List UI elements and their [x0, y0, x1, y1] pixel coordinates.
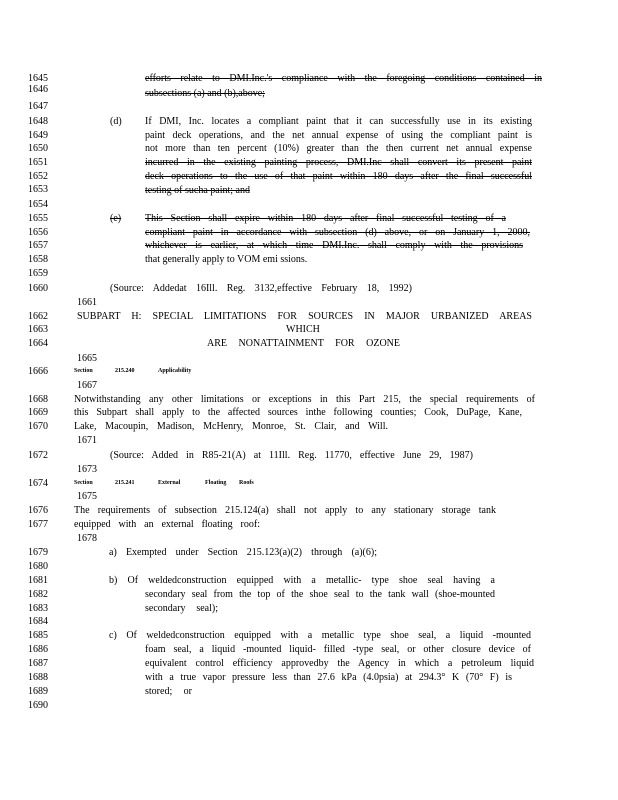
text-line: Notwithstanding any other limitations or exceptions in this Part 215, the special requirements of — [74, 394, 535, 405]
text-line: equivalent control efficiency approvedby the Agency in which a petroleum liquid — [145, 658, 534, 669]
line-number: 1653 — [28, 184, 48, 195]
line-number: 1661 — [77, 297, 97, 308]
list-item: c) Of weldedconstruction equipped with a metallic type shoe seal, a liquid -mounted — [109, 630, 531, 641]
line-number: 1690 — [28, 700, 48, 711]
line-number: 1666 — [28, 366, 48, 377]
text-line: stored; or — [145, 686, 192, 697]
text-line: The requirements of subsection 215.124(a) shall not apply to any stationary storage tank — [74, 505, 496, 516]
line-number: 1660 — [28, 283, 48, 294]
source-note: (Source: Addedat 16Ill. Reg. 3132,effective February 18, 1992) — [110, 283, 412, 294]
line-number: 1675 — [77, 491, 97, 502]
section-heading: Roofs — [239, 480, 254, 486]
line-number: 1667 — [77, 380, 97, 391]
text-line: deck operations to the use of that paint within 180 days after the final successful — [145, 171, 532, 182]
subpart-heading: SUBPART H: SPECIAL LIMITATIONS FOR SOURCES IN MAJOR URBANIZED AREAS — [77, 311, 532, 322]
line-number: 1683 — [28, 603, 48, 614]
line-number: 1657 — [28, 240, 48, 251]
text-line: Lake, Macoupin, Madison, McHenry, Monroe, St. Clair, and Will. — [74, 421, 388, 432]
text-line: foam seal, a liquid -mounted liquid- filled -type seal, or other closure device of — [145, 644, 531, 655]
line-number: 1655 — [28, 213, 48, 224]
text-line: with a true vapor pressure less than 27.6 kPa (4.0psia) at 294.3° K (70° F) is — [145, 672, 512, 683]
text-line: not more than ten percent (10%) greater than the then current net annual expense — [145, 143, 532, 154]
section-heading: External — [158, 480, 181, 486]
line-number: 1646 — [28, 84, 48, 95]
line-number: 1662 — [28, 311, 48, 322]
line-number: 1650 — [28, 143, 48, 154]
subpart-heading: ARE NONATTAINMENT FOR OZONE — [207, 338, 400, 349]
line-number: 1665 — [77, 353, 97, 364]
line-number: 1672 — [28, 450, 48, 461]
section-heading: 215.240 — [115, 368, 135, 374]
list-label: (e) — [110, 213, 122, 224]
line-number: 1654 — [28, 199, 48, 210]
text-line: incurred in the existing painting process, DMI.Inc shall convert its present paint — [145, 157, 532, 168]
line-number: 1663 — [28, 324, 48, 335]
line-number: 1681 — [28, 575, 48, 586]
line-number: 1668 — [28, 394, 48, 405]
text-line: secondary seal); — [145, 603, 218, 614]
section-heading: Applicability — [158, 368, 192, 374]
line-number: 1648 — [28, 116, 48, 127]
line-number: 1687 — [28, 658, 48, 669]
text-line: This Section shall expire within 180 days after final successful testing of a — [145, 213, 506, 224]
line-number: 1669 — [28, 407, 48, 418]
line-number: 1689 — [28, 686, 48, 697]
line-number: 1677 — [28, 519, 48, 530]
line-number: 1656 — [28, 227, 48, 238]
text-line: testing of sucha paint; and — [145, 185, 250, 196]
line-number: 1682 — [28, 589, 48, 600]
line-number: 1664 — [28, 338, 48, 349]
text-line: that generally apply to VOM emi ssions. — [145, 254, 308, 265]
line-number: 1645 — [28, 73, 48, 84]
line-number: 1685 — [28, 630, 48, 641]
line-number: 1686 — [28, 644, 48, 655]
line-number: 1684 — [28, 616, 48, 627]
text-line: whichever is earlier, at which time DMI.Inc. shall comply with the provisions — [145, 240, 523, 251]
source-note: (Source: Added in R85-21(A) at 11Ill. Reg. 11770, effective June 29, 1987) — [110, 450, 473, 461]
text-line: compliant paint in accordance with subsection (d) above, or on January 1, 2000, — [145, 227, 530, 238]
line-number: 1652 — [28, 171, 48, 182]
line-number: 1678 — [77, 533, 97, 544]
line-number: 1688 — [28, 672, 48, 683]
section-heading: Section — [74, 368, 93, 374]
list-item: b) Of weldedconstruction equipped with a metallic- type shoe seal having a — [109, 575, 495, 586]
section-heading: 215.241 — [115, 480, 135, 486]
section-heading: Floating — [205, 480, 227, 486]
text-line: efforts relate to DMI.Inc.'s compliance with the foregoing conditions contained in — [145, 73, 542, 84]
line-number: 1651 — [28, 157, 48, 168]
line-number: 1658 — [28, 254, 48, 265]
section-heading: Section — [74, 480, 93, 486]
line-number: 1679 — [28, 547, 48, 558]
line-number: 1649 — [28, 130, 48, 141]
line-number: 1671 — [77, 435, 97, 446]
line-number: 1676 — [28, 505, 48, 516]
line-number: 1680 — [28, 561, 48, 572]
text-line: this Subpart shall apply to the affected sources inthe following counties; Cook, DuPage, Kane, — [74, 407, 522, 418]
text-line: If DMI, Inc. locates a compliant paint that it can successfully use in its existing — [145, 116, 532, 127]
line-number: 1673 — [77, 464, 97, 475]
line-number: 1647 — [28, 101, 48, 112]
subpart-heading: WHICH — [286, 324, 320, 335]
text-line: subsections (a) and (b),above; — [145, 88, 265, 99]
line-number: 1659 — [28, 268, 48, 279]
line-number: 1670 — [28, 421, 48, 432]
text-line: equipped with an external floating roof: — [74, 519, 260, 530]
list-label: (d) — [110, 116, 122, 127]
list-item: a) Exempted under Section 215.123(a)(2) through (a)(6); — [109, 547, 377, 558]
text-line: paint deck operations, and the net annual expense of using the compliant paint is — [145, 130, 532, 141]
text-line: secondary seal from the top of the shoe seal to the tank wall (shoe-mounted — [145, 589, 495, 600]
line-number: 1674 — [28, 478, 48, 489]
